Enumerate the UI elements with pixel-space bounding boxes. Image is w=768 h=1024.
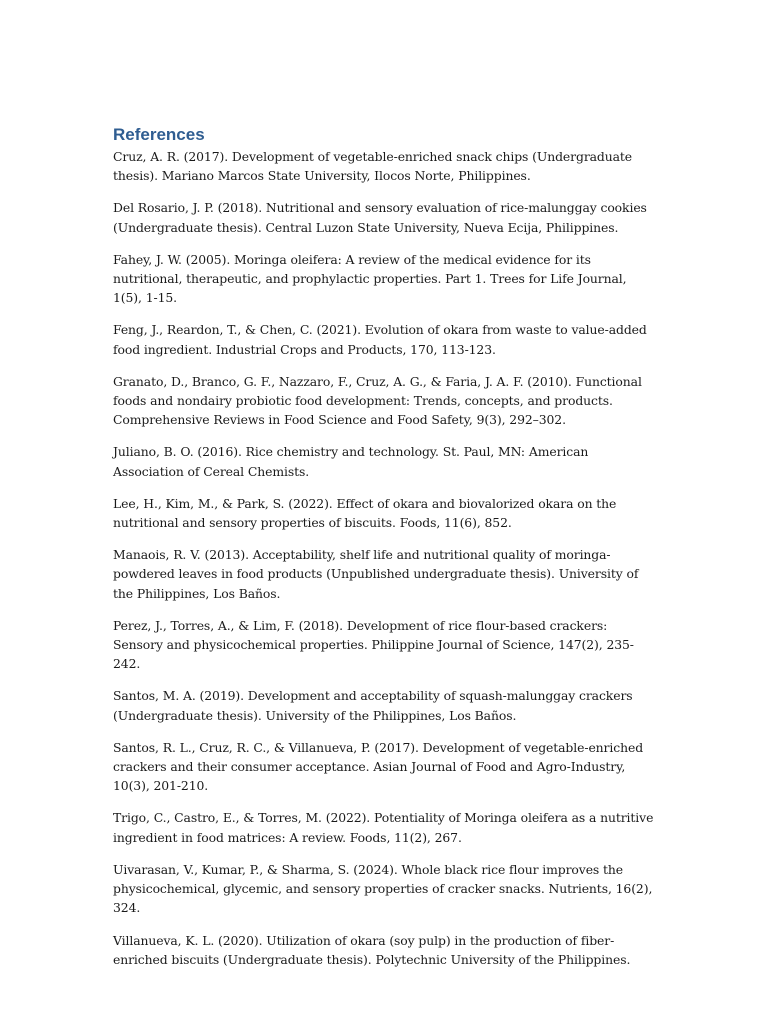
- reference-entry: Feng, J., Reardon, T., & Chen, C. (2021). Evolution of okara from waste to value-added food ingredient. Industrial Crops and Products, 170, 113-123.: [113, 322, 647, 357]
- reference-list: [113, 147, 658, 969]
- reference-entry: Villanueva, K. L. (2020). Utilization of okara (soy pulp) in the production of fiber-enriched biscuits (Undergraduate thesis). Polytechnic University of the Philippines.: [113, 932, 631, 967]
- document-page: [113, 124, 658, 982]
- reference-entry: Cruz, A. R. (2017). Development of vegetable-enriched snack chips (Undergraduate thesis). Mariano Marcos State University, Ilocos Norte, Philippines.: [113, 149, 633, 184]
- reference-entry: Santos, M. A. (2019). Development and acceptability of squash-malunggay crackers (Undergraduate thesis). University of the Philippines, Los Baños.: [113, 688, 633, 723]
- reference-entry: Manaois, R. V. (2013). Acceptability, shelf life and nutritional quality of moringa-powdered leaves in food products (Unpublished undergraduate thesis). University of the Philippines, Los Baños.: [113, 547, 639, 601]
- reference-entry: Trigo, C., Castro, E., & Torres, M. (2022). Potentiality of Moringa oleifera as a nutritive ingredient in food matrices: A review. Foods, 11(2), 267.: [113, 810, 654, 845]
- reference-entry: Lee, H., Kim, M., & Park, S. (2022). Effect of okara and biovalorized okara on the nutritional and sensory properties of biscuits. Foods, 11(6), 852.: [113, 495, 617, 531]
- reference-entry: Del Rosario, J. P. (2018). Nutritional and sensory evaluation of rice-malunggay cookies (Undergraduate thesis). Central Luzon State University, Nueva Ecija, Philippines.: [113, 200, 647, 235]
- reference-entry: Fahey, J. W. (2005). Moringa oleifera: A review of the medical evidence for its nutritional, therapeutic, and prophylactic properties. Part 1. Trees for Life Journal, 1(5), 1-15.: [113, 251, 627, 306]
- reference-entry: Uivarasan, V., Kumar, P., & Sharma, S. (2024). Whole black rice flour improves the physicochemical, glycemic, and sensory properties of cracker snacks. Nutrients, 16(2), 324.: [113, 861, 653, 916]
- reference-entry: Perez, J., Torres, A., & Lim, F. (2018). Development of rice flour-based crackers: Sensory and physicochemical properties. Philippine Journal of Science, 147(2), 235-242.: [113, 617, 634, 672]
- reference-entry: Santos, R. L., Cruz, R. C., & Villanueva, P. (2017). Development of vegetable-enriched crackers and their consumer acceptance. Asian Journal of Food and Agro-Industry, 10(3), 201-210.: [113, 739, 644, 794]
- reference-entry: Granato, D., Branco, G. F., Nazzaro, F., Cruz, A. G., & Faria, J. A. F. (2010). Functional foods and nondairy probiotic food development: Trends, concepts, and products. Comprehensive Reviews in Food Science and Food Safety, 9(3), 292–302.: [113, 373, 642, 428]
- reference-entry: Juliano, B. O. (2016). Rice chemistry and technology. St. Paul, MN: American Association of Cereal Chemists.: [113, 444, 589, 479]
- references-heading: References: [113, 125, 205, 144]
